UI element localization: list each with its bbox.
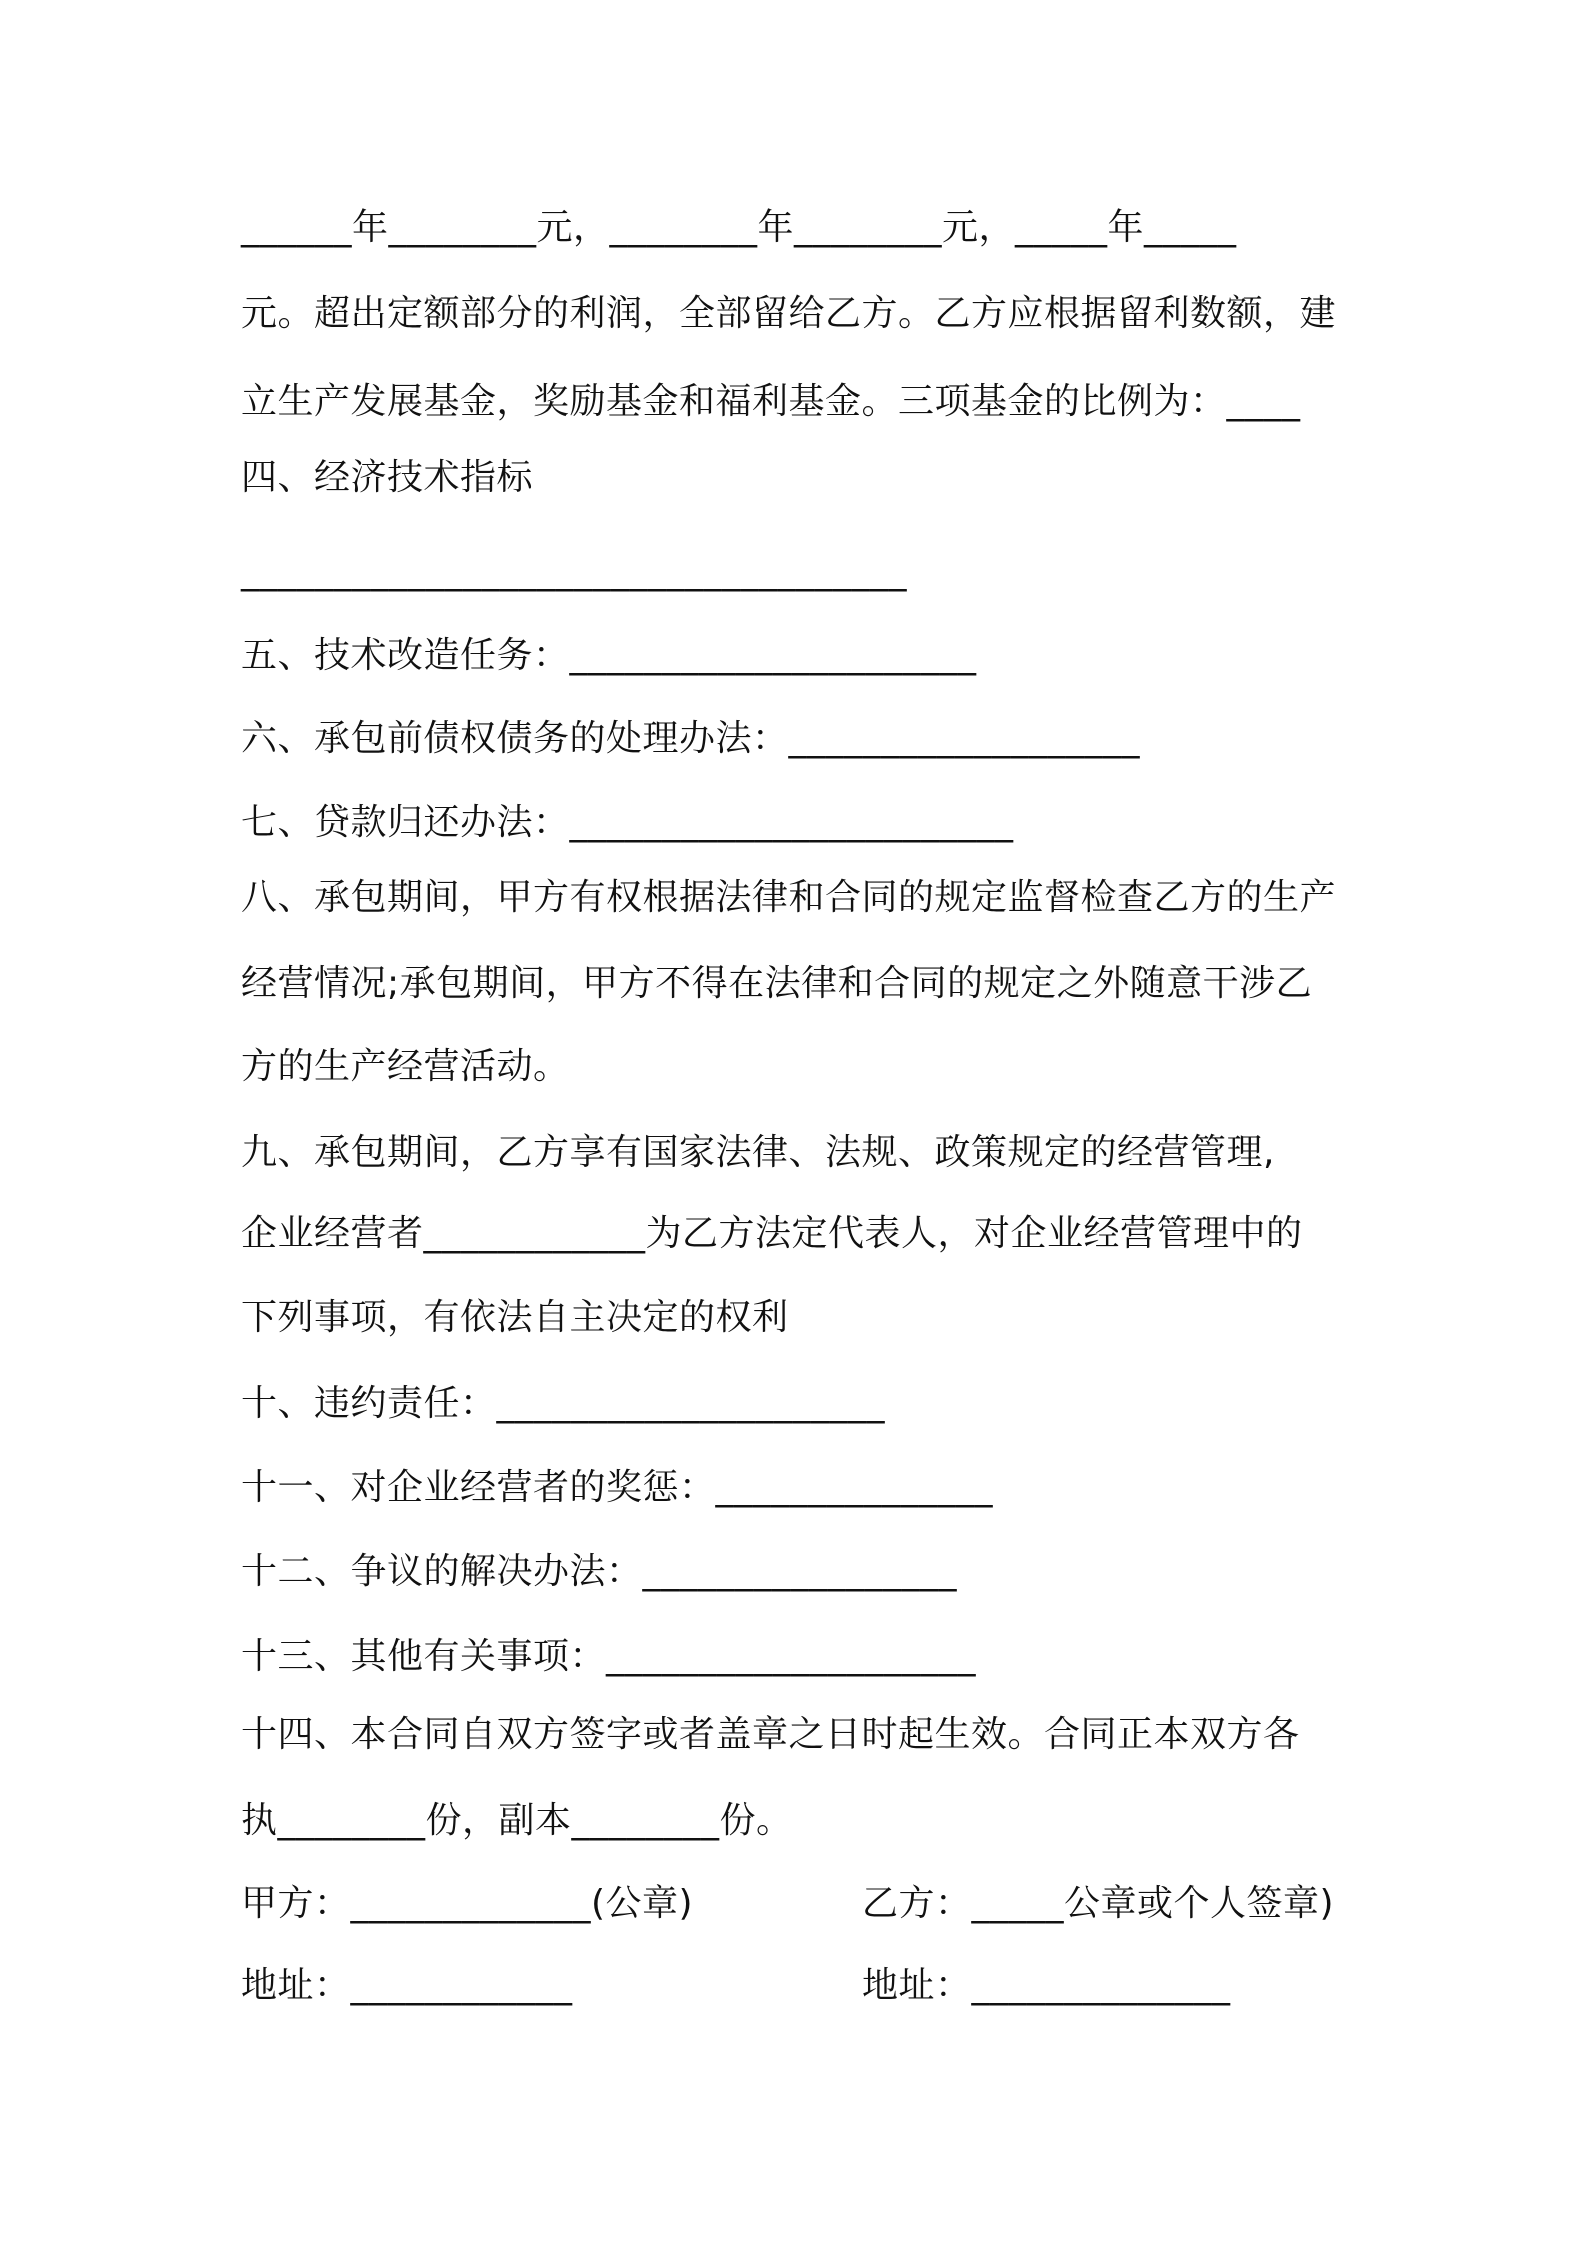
paragraph-line: 十三、其他有关事项：____________________ [241,1636,977,1677]
paragraph-line: 元。超出定额部分的利润，全部留给乙方。乙方应根据留利数额，建 [241,293,1337,334]
paragraph-line: 企业经营者____________为乙方法定代表人，对企业经营管理中的 [241,1213,1303,1254]
paragraph-line: 十、违约责任：_____________________ [241,1383,886,1424]
section-heading: 四、经济技术指标 [241,457,534,498]
paragraph-line: 下列事项，有依法自主决定的权利 [241,1297,789,1338]
paragraph-line: 执________份，副本________份。 [241,1800,793,1841]
paragraph-line: 七、贷款归还办法：________________________ [241,802,1014,843]
party-b-signature: 乙方：_____公章或个人签章) [862,1883,1335,1924]
paragraph-line: 八、承包期间，甲方有权根据法律和合同的规定监督检查乙方的生产 [241,877,1337,918]
paragraph-line: 经营情况;承包期间，甲方不得在法律和合同的规定之外随意干涉乙 [241,963,1313,1004]
paragraph-line: 方的生产经营活动。 [241,1046,570,1087]
paragraph-line: 十一、对企业经营者的奖惩：_______________ [241,1467,994,1508]
paragraph-line: 五、技术改造任务：______________________ [241,635,977,676]
paragraph-line: 立生产发展基金，奖励基金和福利基金。三项基金的比例为：____ [241,381,1301,422]
paragraph-line: 六、承包前债权债务的处理办法：___________________ [241,718,1141,759]
paragraph-line: ______年________元，________年________元，_____年_____ [241,207,1237,248]
party-a-signature: 甲方：_____________(公章) [241,1883,694,1924]
party-a-address: 地址：____________ [241,1965,573,2006]
paragraph-line: 九、承包期间，乙方享有国家法律、法规、政策规定的经营管理, [241,1132,1275,1173]
party-b-address: 地址：______________ [862,1965,1231,2006]
paragraph-line: 十四、本合同自双方签字或者盖章之日时起生效。合同正本双方各 [241,1714,1300,1755]
paragraph-line: 十二、争议的解决办法：_________________ [241,1551,958,1592]
blank-line: ____________________________________ [241,551,907,592]
